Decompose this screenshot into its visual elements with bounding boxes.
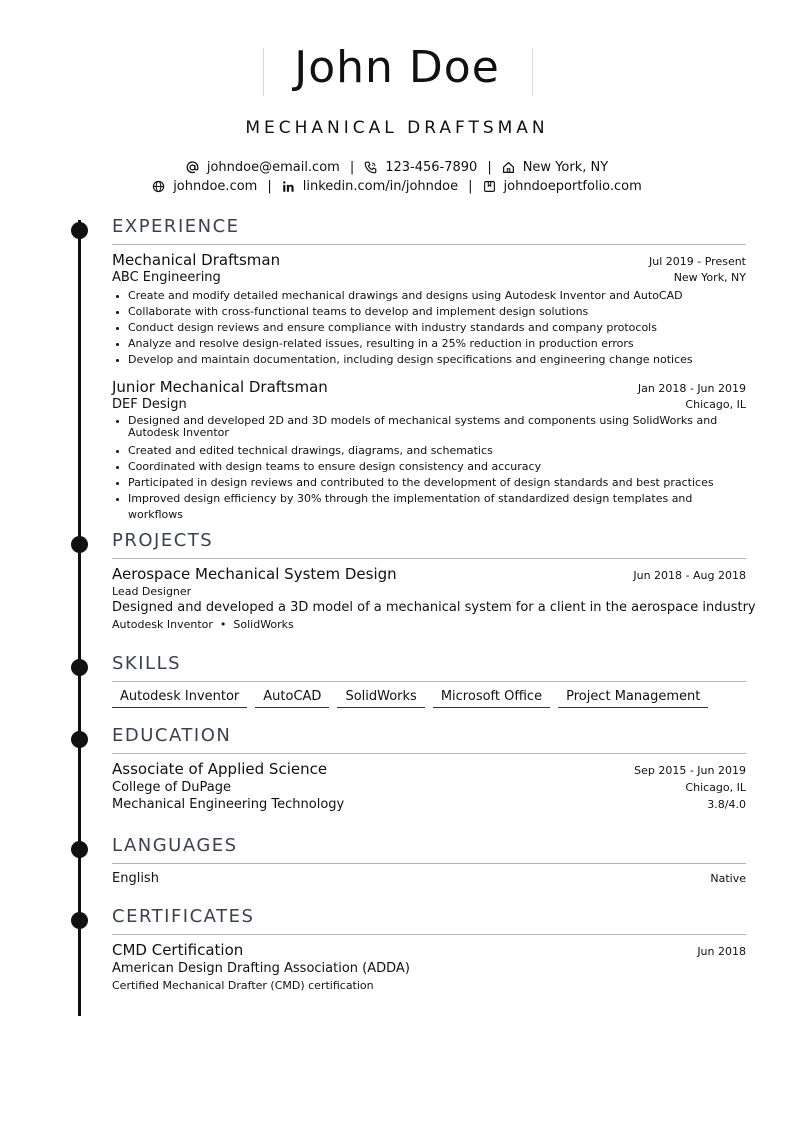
skills-list (112, 689, 746, 708)
section-divider (112, 863, 746, 864)
section-title: SKILLS (112, 653, 182, 674)
phone-contact[interactable] (364, 160, 477, 175)
languages-section (112, 835, 746, 886)
job-role: Mechanical Draftsman (112, 251, 281, 269)
phone-icon (364, 161, 377, 174)
timeline-dot (71, 222, 88, 239)
portfolio-icon (483, 180, 496, 193)
section-title: EDUCATION (112, 725, 232, 746)
skill-tag: SolidWorks (337, 689, 424, 708)
job-location: New York, NY (673, 271, 746, 284)
separator: | (349, 160, 355, 175)
job-title: MECHANICAL DRAFTSMAN (245, 118, 549, 138)
school-name: College of DuPage (112, 780, 232, 795)
degree: Associate of Applied Science (112, 760, 328, 778)
project-entry (112, 565, 756, 631)
section-title: EXPERIENCE (112, 216, 240, 237)
certificate-name: CMD Certification (112, 941, 244, 959)
job-company: ABC Engineering (112, 270, 221, 285)
website-contact[interactable] (152, 179, 257, 194)
list-item: • Conduct design reviews and ensure compliance with industry standards and company protocols (128, 320, 746, 336)
section-divider (112, 558, 746, 559)
separator: | (468, 179, 473, 194)
language-entry (112, 871, 746, 886)
field-of-study: Mechanical Engineering Technology (112, 797, 345, 812)
skills-section (112, 653, 746, 708)
phone-text: 123-456-7890 (385, 160, 478, 175)
list-item: • Coordinated with design teams to ensure design consistency and accuracy (128, 459, 746, 475)
job-role: Junior Mechanical Draftsman (112, 378, 328, 396)
language-level: Native (710, 872, 746, 885)
list-item: • Participated in design reviews and contributed to the development of design standards and best practices (128, 475, 746, 491)
at-icon (186, 161, 199, 174)
education-section (112, 725, 746, 812)
project-role: Lead Designer (112, 585, 192, 598)
certificate-issuer: American Design Drafting Association (ADDA) (112, 961, 410, 976)
list-item: • Create and modify detailed mechanical drawings and designs using Autodesk Inventor and AutoCAD (128, 288, 746, 304)
project-dates: Jun 2018 - Aug 2018 (633, 569, 746, 582)
skill-tag: AutoCAD (255, 689, 329, 708)
experience-section (112, 216, 746, 523)
section-title: LANGUAGES (112, 835, 238, 856)
skill-tag: Autodesk Inventor (112, 689, 247, 708)
project-description: Designed and developed a 3D model of a mechanical system for a client in the aerospace industry (112, 600, 756, 615)
list-item: • Collaborate with cross-functional teams to develop and implement design solutions (128, 304, 746, 320)
section-title: CERTIFICATES (112, 906, 255, 927)
certificate-description: Certified Mechanical Drafter (CMD) certification (112, 979, 374, 992)
project-name: Aerospace Mechanical System Design (112, 565, 397, 583)
email-contact[interactable] (186, 160, 340, 175)
timeline-dot (71, 536, 88, 553)
language-name: English (112, 871, 159, 886)
website-text: johndoe.com (173, 179, 258, 194)
section-divider (112, 753, 746, 754)
candidate-name: John Doe (294, 42, 500, 93)
location-contact (502, 160, 608, 175)
school-location: Chicago, IL (685, 781, 746, 794)
job-entry (112, 378, 746, 523)
timeline-line (78, 220, 81, 1016)
section-divider (112, 934, 746, 935)
contact-row-2 (0, 179, 794, 194)
certificate-entry (112, 941, 746, 992)
job-bullets (112, 288, 746, 368)
education-entry (112, 760, 746, 812)
job-location: Chicago, IL (685, 398, 746, 411)
list-item: • Improved design efficiency by 30% through the implementation of standardized design templates and workflows (128, 491, 746, 523)
section-divider (112, 244, 746, 245)
timeline-dot (71, 659, 88, 676)
list-item: • Analyze and resolve design-related issues, resulting in a 25% reduction in production errors (128, 336, 746, 352)
section-divider (112, 681, 746, 682)
contact-row-1 (0, 160, 794, 175)
linkedin-text: linkedin.com/in/johndoe (302, 179, 459, 194)
certificates-section (112, 906, 746, 992)
skill-tag: Project Management (558, 689, 708, 708)
job-dates: Jul 2019 - Present (649, 255, 746, 268)
job-bullets (112, 415, 746, 523)
timeline-dot (71, 912, 88, 929)
timeline-dot (71, 841, 88, 858)
gpa: 3.8/4.0 (707, 798, 746, 811)
job-company: DEF Design (112, 397, 187, 412)
projects-section (112, 530, 756, 631)
location-text: New York, NY (522, 160, 609, 175)
education-dates: Sep 2015 - Jun 2019 (634, 764, 746, 777)
job-entry (112, 251, 746, 368)
portfolio-contact[interactable] (483, 179, 642, 194)
timeline-dot (71, 731, 88, 748)
certificate-date: Jun 2018 (697, 945, 746, 958)
linkedin-contact[interactable] (282, 179, 458, 194)
home-icon (502, 161, 515, 174)
list-item: • Designed and developed 2D and 3D models of mechanical systems and components using SolidWorks and Autodesk Inventor (128, 415, 746, 443)
job-dates: Jan 2018 - Jun 2019 (637, 382, 746, 395)
linkedin-icon (282, 180, 295, 193)
list-item: • Created and edited technical drawings, diagrams, and schematics (128, 443, 746, 459)
globe-icon (152, 180, 165, 193)
list-item: • Develop and maintain documentation, including design specifications and engineering change notices (128, 352, 746, 368)
separator: | (267, 179, 272, 194)
skill-tag: Microsoft Office (433, 689, 550, 708)
separator: | (487, 160, 492, 175)
portfolio-text: johndoeportfolio.com (503, 179, 642, 194)
email-text: johndoe@email.com (206, 160, 340, 175)
project-tools: Autodesk Inventor • SolidWorks (112, 618, 294, 631)
section-title: PROJECTS (112, 530, 214, 551)
